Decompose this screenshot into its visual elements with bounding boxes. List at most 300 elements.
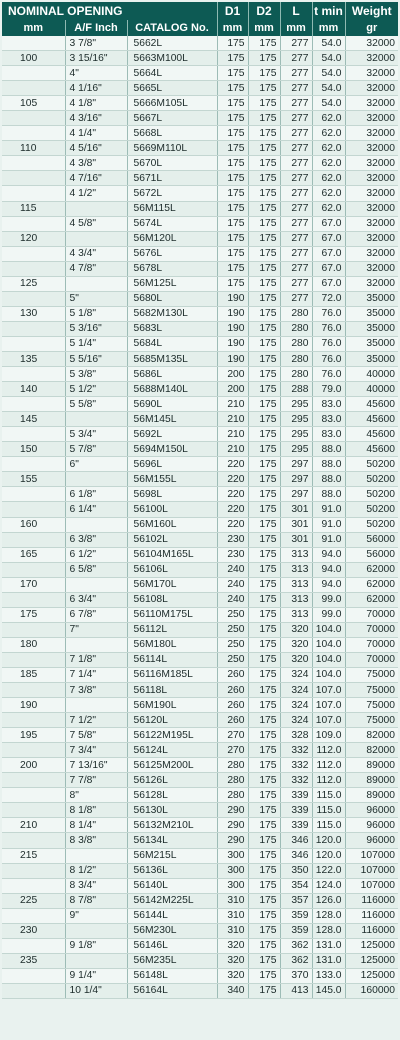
d2-cell: 175: [248, 472, 280, 487]
catalog-no-cell: 5674L: [127, 216, 217, 231]
d1-cell: 290: [217, 803, 248, 818]
table-row: [2, 412, 398, 427]
tmin-cell: 67.0: [312, 216, 345, 231]
af-inch-cell: 9 1/4": [65, 968, 127, 983]
tmin-cell: 54.0: [312, 96, 345, 111]
weight-cell: 32000: [345, 51, 398, 66]
table-row: [2, 532, 398, 547]
l-cell: 313: [280, 547, 312, 562]
d2-cell: 175: [248, 306, 280, 321]
mm-cell: [2, 713, 65, 728]
weight-cell: 45600: [345, 397, 398, 412]
l-cell: 297: [280, 472, 312, 487]
d1-cell: 220: [217, 457, 248, 472]
mm-cell: [2, 397, 65, 412]
table-header: [2, 2, 398, 36]
af-inch-cell: 6 3/8": [65, 532, 127, 547]
mm-cell: 130: [2, 306, 65, 321]
weight-cell: 107000: [345, 848, 398, 863]
weight-cell: 82000: [345, 728, 398, 743]
d1-cell: 210: [217, 397, 248, 412]
d2-cell: 175: [248, 336, 280, 351]
tmin-cell: 91.0: [312, 532, 345, 547]
weight-cell: 32000: [345, 276, 398, 291]
d1-cell: 320: [217, 953, 248, 968]
d2-cell: 175: [248, 427, 280, 442]
mm-cell: [2, 562, 65, 577]
weight-cell: 116000: [345, 923, 398, 938]
weight-cell: 62000: [345, 562, 398, 577]
table-row: [2, 758, 398, 773]
weight-cell: 62000: [345, 577, 398, 592]
mm-cell: [2, 833, 65, 848]
mm-cell: [2, 111, 65, 126]
table-row: [2, 472, 398, 487]
tmin-cell: 107.0: [312, 683, 345, 698]
l-cell: 280: [280, 367, 312, 382]
d2-cell: 175: [248, 592, 280, 607]
d2-cell: 175: [248, 908, 280, 923]
table-row: [2, 427, 398, 442]
mm-cell: [2, 36, 65, 51]
mm-cell: 135: [2, 351, 65, 366]
table-row: [2, 743, 398, 758]
d1-cell: 175: [217, 201, 248, 216]
weight-cell: 125000: [345, 938, 398, 953]
d2-cell: 175: [248, 773, 280, 788]
af-inch-cell: 5 5/16": [65, 351, 127, 366]
af-inch-cell: [65, 231, 127, 246]
d1-cell: 175: [217, 96, 248, 111]
af-inch-cell: 6": [65, 457, 127, 472]
af-inch-cell: [65, 472, 127, 487]
catalog-no-cell: 56120L: [127, 713, 217, 728]
table-row: [2, 547, 398, 562]
d1-cell: 280: [217, 773, 248, 788]
mm-cell: [2, 457, 65, 472]
weight-cell: 70000: [345, 607, 398, 622]
tmin-cell: 54.0: [312, 51, 345, 66]
table-row: [2, 622, 398, 637]
tmin-cell: 62.0: [312, 141, 345, 156]
af-inch-cell: 5 1/4": [65, 336, 127, 351]
af-inch-cell: 4 1/16": [65, 81, 127, 96]
tmin-cell: 99.0: [312, 592, 345, 607]
tmin-cell: 67.0: [312, 276, 345, 291]
weight-cell: 82000: [345, 743, 398, 758]
af-inch-cell: 4 7/16": [65, 171, 127, 186]
tmin-cell: 54.0: [312, 81, 345, 96]
l-cell: 277: [280, 186, 312, 201]
d2-cell: 175: [248, 201, 280, 216]
af-inch-cell: 4 3/4": [65, 246, 127, 261]
table-row: [2, 321, 398, 336]
tmin-cell: 62.0: [312, 111, 345, 126]
catalog-no-cell: 56M160L: [127, 517, 217, 532]
af-inch-cell: 8 3/8": [65, 833, 127, 848]
d2-cell: 175: [248, 532, 280, 547]
d2-cell: 175: [248, 562, 280, 577]
d2-cell: 175: [248, 81, 280, 96]
d1-cell: 300: [217, 878, 248, 893]
catalog-no-cell: 5664L: [127, 66, 217, 81]
spec-table: [2, 2, 398, 999]
d2-cell: 175: [248, 351, 280, 366]
weight-cell: 32000: [345, 111, 398, 126]
af-inch-cell: 10 1/4": [65, 983, 127, 998]
d1-cell: 320: [217, 968, 248, 983]
table-row: [2, 878, 398, 893]
af-inch-cell: 7 5/8": [65, 728, 127, 743]
mm-cell: [2, 487, 65, 502]
catalog-no-cell: 5670L: [127, 156, 217, 171]
l-cell: 332: [280, 773, 312, 788]
table-row: [2, 953, 398, 968]
mm-cell: [2, 246, 65, 261]
table-row: [2, 382, 398, 397]
af-inch-cell: 4 7/8": [65, 261, 127, 276]
weight-cell: 40000: [345, 367, 398, 382]
af-inch-cell: [65, 698, 127, 713]
table-row: [2, 683, 398, 698]
d1-cell: 280: [217, 758, 248, 773]
table-row: [2, 562, 398, 577]
mm-cell: 215: [2, 848, 65, 863]
weight-cell: 56000: [345, 532, 398, 547]
table-row: [2, 261, 398, 276]
catalog-no-cell: 5694M150L: [127, 442, 217, 457]
catalog-no-cell: 56M230L: [127, 923, 217, 938]
mm-cell: [2, 216, 65, 231]
af-inch-cell: 6 3/4": [65, 592, 127, 607]
catalog-no-cell: 5684L: [127, 336, 217, 351]
d2-cell: 175: [248, 968, 280, 983]
d2-cell: 175: [248, 788, 280, 803]
d2-cell: 175: [248, 367, 280, 382]
l-cell: 357: [280, 893, 312, 908]
weight-cell: 89000: [345, 773, 398, 788]
d1-cell: 175: [217, 51, 248, 66]
mm-cell: 235: [2, 953, 65, 968]
d2-cell: 175: [248, 607, 280, 622]
d1-cell: 220: [217, 487, 248, 502]
af-inch-cell: 3 15/16": [65, 51, 127, 66]
l-cell: 277: [280, 231, 312, 246]
catalog-no-cell: 5662L: [127, 36, 217, 51]
d1-cell: 250: [217, 622, 248, 637]
d1-cell: 200: [217, 367, 248, 382]
catalog-no-cell: 5672L: [127, 186, 217, 201]
l-cell: 288: [280, 382, 312, 397]
catalog-no-cell: 56112L: [127, 622, 217, 637]
d2-cell: 175: [248, 261, 280, 276]
weight-cell: 107000: [345, 878, 398, 893]
table-row: [2, 728, 398, 743]
d1-cell: 190: [217, 336, 248, 351]
catalog-no-cell: 56148L: [127, 968, 217, 983]
mm-cell: 200: [2, 758, 65, 773]
catalog-no-cell: 5683L: [127, 321, 217, 336]
l-cell: 362: [280, 938, 312, 953]
weight-cell: 32000: [345, 66, 398, 81]
d1-cell: 220: [217, 472, 248, 487]
af-inch-cell: 6 5/8": [65, 562, 127, 577]
l-cell: 277: [280, 216, 312, 231]
catalog-no-cell: 5692L: [127, 427, 217, 442]
d1-cell: 260: [217, 667, 248, 682]
weight-cell: 96000: [345, 803, 398, 818]
l-cell: 324: [280, 713, 312, 728]
mm-cell: 125: [2, 276, 65, 291]
mm-cell: [2, 983, 65, 998]
tmin-cell: 115.0: [312, 803, 345, 818]
af-inch-cell: 8 3/4": [65, 878, 127, 893]
catalog-no-cell: 5685M135L: [127, 351, 217, 366]
mm-cell: [2, 81, 65, 96]
table-row: [2, 698, 398, 713]
tmin-cell: 83.0: [312, 427, 345, 442]
af-inch-cell: 6 1/8": [65, 487, 127, 502]
d1-cell: 340: [217, 983, 248, 998]
d1-header: D1: [217, 2, 248, 20]
d1-cell: 280: [217, 788, 248, 803]
weight-cell: 160000: [345, 983, 398, 998]
catalog-no-cell: 56136L: [127, 863, 217, 878]
weight-cell: 75000: [345, 683, 398, 698]
d1-cell: 310: [217, 893, 248, 908]
tmin-cell: 76.0: [312, 351, 345, 366]
d2-cell: 175: [248, 412, 280, 427]
l-cell: 362: [280, 953, 312, 968]
mm-cell: 140: [2, 382, 65, 397]
af-inch-cell: 7": [65, 622, 127, 637]
weight-cell: 75000: [345, 667, 398, 682]
d2-cell: 175: [248, 698, 280, 713]
d1-cell: 210: [217, 412, 248, 427]
weight-cell: 45600: [345, 442, 398, 457]
table-row: [2, 186, 398, 201]
mm-cell: 170: [2, 577, 65, 592]
table-row: [2, 818, 398, 833]
tmin-cell: 88.0: [312, 487, 345, 502]
d2-cell: 175: [248, 893, 280, 908]
d2-cell: 175: [248, 141, 280, 156]
l-cell: 350: [280, 863, 312, 878]
l-cell: 301: [280, 532, 312, 547]
af-inch-cell: 4 1/8": [65, 96, 127, 111]
d2-cell: 175: [248, 923, 280, 938]
mm-cell: [2, 652, 65, 667]
d1-cell: 300: [217, 848, 248, 863]
tmin-cell: 128.0: [312, 908, 345, 923]
table-row: [2, 36, 398, 51]
tmin-unit-header: mm: [312, 20, 345, 36]
d1-cell: 175: [217, 141, 248, 156]
catalog-no-cell: 56110M175L: [127, 607, 217, 622]
table-row: [2, 893, 398, 908]
catalog-no-cell: 56100L: [127, 502, 217, 517]
catalog-no-cell: 56122M195L: [127, 728, 217, 743]
mm-cell: 190: [2, 698, 65, 713]
table-row: [2, 291, 398, 306]
table-row: [2, 577, 398, 592]
d1-cell: 220: [217, 502, 248, 517]
l-cell: 301: [280, 517, 312, 532]
catalog-no-cell: 56M190L: [127, 698, 217, 713]
mm-cell: 210: [2, 818, 65, 833]
catalog-no-cell: 5666M105L: [127, 96, 217, 111]
catalog-no-cell: 56130L: [127, 803, 217, 818]
d1-cell: 210: [217, 427, 248, 442]
weight-cell: 50200: [345, 457, 398, 472]
d2-cell: 175: [248, 667, 280, 682]
l-cell: 324: [280, 667, 312, 682]
tmin-cell: 104.0: [312, 622, 345, 637]
weight-cell: 70000: [345, 637, 398, 652]
af-inch-cell: [65, 953, 127, 968]
weight-cell: 50200: [345, 502, 398, 517]
catalog-no-cell: 56164L: [127, 983, 217, 998]
mm-cell: 180: [2, 637, 65, 652]
weight-cell: 96000: [345, 818, 398, 833]
table-row: [2, 66, 398, 81]
weight-cell: 116000: [345, 908, 398, 923]
catalog-no-cell: 56134L: [127, 833, 217, 848]
weight-cell: 50200: [345, 517, 398, 532]
d1-cell: 200: [217, 382, 248, 397]
tmin-header: t min: [312, 2, 345, 20]
l-cell: 280: [280, 321, 312, 336]
l-cell: 313: [280, 607, 312, 622]
d2-cell: 175: [248, 517, 280, 532]
mm-cell: [2, 427, 65, 442]
d1-cell: 240: [217, 577, 248, 592]
tmin-cell: 115.0: [312, 788, 345, 803]
table-row: [2, 833, 398, 848]
l-cell: 277: [280, 201, 312, 216]
catalog-no-cell: 56142M225L: [127, 893, 217, 908]
l-cell: 332: [280, 758, 312, 773]
af-inch-cell: 5 1/8": [65, 306, 127, 321]
l-cell: 313: [280, 577, 312, 592]
tmin-cell: 54.0: [312, 66, 345, 81]
catalog-no-cell: 5668L: [127, 126, 217, 141]
mm-cell: 160: [2, 517, 65, 532]
table-row: [2, 111, 398, 126]
mm-cell: [2, 773, 65, 788]
weight-cell: 35000: [345, 291, 398, 306]
d1-unit-header: mm: [217, 20, 248, 36]
mm-cell: [2, 186, 65, 201]
l-cell: 339: [280, 788, 312, 803]
d1-cell: 175: [217, 36, 248, 51]
d1-cell: 250: [217, 607, 248, 622]
tmin-cell: 120.0: [312, 833, 345, 848]
catalog-no-cell: 56M215L: [127, 848, 217, 863]
mm-cell: [2, 502, 65, 517]
l-cell: 313: [280, 592, 312, 607]
tmin-cell: 91.0: [312, 517, 345, 532]
tmin-cell: 131.0: [312, 938, 345, 953]
af-inch-cell: 9 1/8": [65, 938, 127, 953]
af-inch-cell: [65, 412, 127, 427]
af-inch-cell: [65, 276, 127, 291]
table-row: [2, 367, 398, 382]
tmin-cell: 112.0: [312, 743, 345, 758]
catalog-no-cell: 56132M210L: [127, 818, 217, 833]
mm-cell: 195: [2, 728, 65, 743]
tmin-cell: 131.0: [312, 953, 345, 968]
af-inch-cell: 8 7/8": [65, 893, 127, 908]
d1-cell: 190: [217, 351, 248, 366]
weight-cell: 32000: [345, 171, 398, 186]
af-inch-cell: 6 1/4": [65, 502, 127, 517]
l-cell: 277: [280, 156, 312, 171]
af-inch-cell: 7 3/4": [65, 743, 127, 758]
catalog-no-cell: 5688M140L: [127, 382, 217, 397]
tmin-cell: 62.0: [312, 126, 345, 141]
tmin-cell: 145.0: [312, 983, 345, 998]
l-cell: 277: [280, 261, 312, 276]
tmin-cell: 62.0: [312, 156, 345, 171]
d1-cell: 210: [217, 442, 248, 457]
weight-cell: 32000: [345, 96, 398, 111]
weight-cell: 75000: [345, 713, 398, 728]
af-inch-cell: 5 5/8": [65, 397, 127, 412]
catalog-no-cell: 56M115L: [127, 201, 217, 216]
weight-cell: 32000: [345, 216, 398, 231]
tmin-cell: 112.0: [312, 758, 345, 773]
tmin-cell: 128.0: [312, 923, 345, 938]
mm-cell: [2, 788, 65, 803]
table-row: [2, 773, 398, 788]
weight-cell: 32000: [345, 36, 398, 51]
d2-cell: 175: [248, 983, 280, 998]
af-inch-cell: [65, 577, 127, 592]
weight-cell: 116000: [345, 893, 398, 908]
d2-cell: 175: [248, 291, 280, 306]
af-inch-cell: 8": [65, 788, 127, 803]
tmin-cell: 62.0: [312, 171, 345, 186]
mm-cell: [2, 261, 65, 276]
d1-cell: 230: [217, 532, 248, 547]
tmin-cell: 99.0: [312, 607, 345, 622]
weight-cell: 35000: [345, 306, 398, 321]
af-inch-cell: [65, 201, 127, 216]
tmin-cell: 83.0: [312, 412, 345, 427]
mm-cell: 120: [2, 231, 65, 246]
tmin-cell: 122.0: [312, 863, 345, 878]
tmin-cell: 76.0: [312, 336, 345, 351]
table-row: [2, 397, 398, 412]
table-row: [2, 156, 398, 171]
table-row: [2, 276, 398, 291]
tmin-cell: 88.0: [312, 442, 345, 457]
weight-cell: 35000: [345, 336, 398, 351]
mm-cell: [2, 66, 65, 81]
catalog-no-cell: 56125M200L: [127, 758, 217, 773]
af-inch-cell: 4 5/8": [65, 216, 127, 231]
l-header: L: [280, 2, 312, 20]
l-cell: 277: [280, 171, 312, 186]
table-row: [2, 983, 398, 998]
d1-cell: 270: [217, 728, 248, 743]
l-cell: 346: [280, 833, 312, 848]
header-row-2: [2, 20, 398, 36]
weight-cell: 125000: [345, 968, 398, 983]
weight-cell: 50200: [345, 472, 398, 487]
af-inch-cell: 7 7/8": [65, 773, 127, 788]
